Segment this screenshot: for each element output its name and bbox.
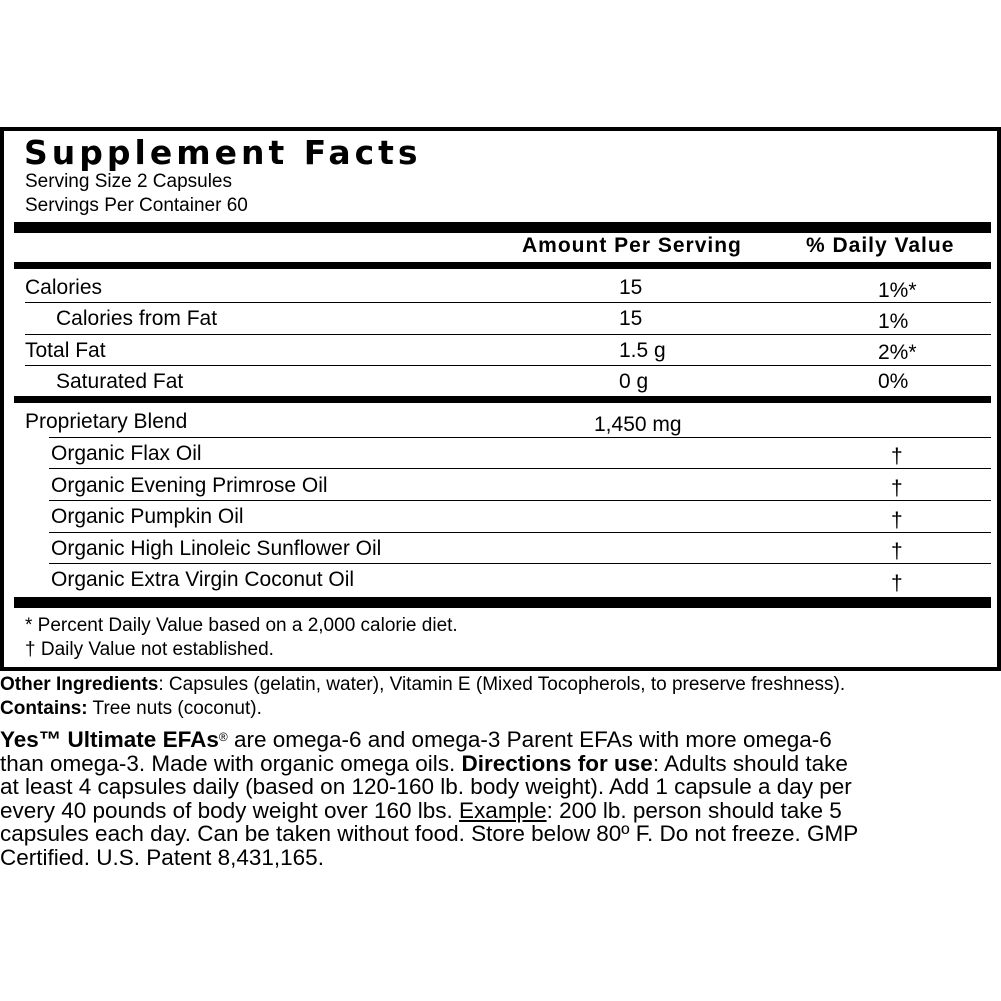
blend-item-name: Organic Evening Primrose Oil: [51, 474, 328, 497]
directions-label: Directions for use: [461, 750, 653, 776]
row-dv-saturated-fat: 0%: [878, 370, 909, 393]
row-amount-saturated-fat: 0 g: [619, 370, 649, 393]
blend-amount: 1,450 mg: [594, 413, 682, 436]
description-text: every 40 pounds of body weight over 160 lbs.: [0, 797, 460, 823]
row-name-total-fat: Total Fat: [25, 339, 106, 362]
description-line: Certified. U.S. Patent 8,431,165.: [0, 844, 324, 870]
blend-item-dv: †: [891, 509, 903, 532]
row-divider: [25, 365, 991, 366]
description-line: [0, 799, 990, 823]
blend-item-name: Organic Pumpkin Oil: [51, 505, 244, 528]
panel-title: Supplement Facts: [24, 133, 422, 172]
description-line: capsules each day. Can be taken without food. Store below 80º F. Do not freeze. GMP: [0, 821, 859, 846]
row-amount-calories-from-fat: 15: [619, 307, 643, 330]
row-divider: [49, 437, 991, 438]
servings-per-container: Servings Per Container 60: [25, 195, 248, 216]
row-divider: [49, 563, 991, 564]
column-header-amount: Amount Per Serving: [522, 234, 742, 257]
row-name-saturated-fat: Saturated Fat: [56, 370, 184, 393]
description-line: [0, 728, 990, 752]
footnote-percent-dv: * Percent Daily Value based on a 2,000 calorie diet.: [25, 615, 458, 636]
medium-divider: [14, 262, 991, 269]
row-divider: [49, 532, 991, 533]
thick-divider-bottom: [14, 597, 991, 608]
row-divider: [49, 500, 991, 501]
thick-divider-top: [14, 222, 991, 233]
description-line: at least 4 capsules daily (based on 120-160 lb. body weight). Add 1 capsule a day per: [0, 774, 852, 799]
description-line: [0, 752, 990, 776]
contains-line: [0, 698, 262, 720]
serving-size: Serving Size 2 Capsules: [25, 171, 232, 192]
other-ingredients: [0, 674, 845, 696]
description-text: are omega-6 and omega-3 Parent EFAs with more omega-6: [227, 727, 832, 752]
row-dv-total-fat: 2%*: [878, 341, 917, 364]
description-text: than omega-3. Made with organic omega oils.: [0, 750, 462, 776]
description-text: : 200 lb. person should take 5: [546, 797, 842, 823]
brand-name: Yes™ Ultimate EFAs: [0, 727, 219, 752]
registered-mark: ®: [218, 730, 228, 744]
footnote-dv-not-established: † Daily Value not established.: [25, 639, 274, 660]
contains-label: Contains:: [0, 698, 88, 719]
row-amount-calories: 15: [619, 276, 643, 299]
blend-name: Proprietary Blend: [25, 410, 188, 433]
supplement-facts-panel: [0, 127, 1001, 671]
blend-item-name: Organic High Linoleic Sunflower Oil: [51, 537, 382, 560]
contains-text: Tree nuts (coconut).: [87, 698, 262, 719]
medium-divider: [14, 396, 991, 403]
other-ingredients-text: : Capsules (gelatin, water), Vitamin E (Mixed Tocopherols, to preserve freshness).: [158, 674, 846, 695]
row-divider: [49, 468, 991, 469]
row-dv-calories-from-fat: 1%: [878, 310, 909, 333]
column-header-daily-value: % Daily Value: [806, 234, 955, 257]
blend-item-name: Organic Extra Virgin Coconut Oil: [51, 568, 355, 591]
row-name-calories: Calories: [25, 276, 103, 299]
row-amount-total-fat: 1.5 g: [619, 339, 666, 362]
blend-item-dv: †: [891, 540, 903, 563]
blend-item-dv: †: [891, 445, 903, 468]
product-description: [0, 728, 990, 869]
row-dv-calories: 1%*: [878, 279, 917, 302]
row-divider: [25, 334, 991, 335]
description-text: : Adults should take: [652, 750, 848, 776]
other-ingredients-label: Other Ingredients: [0, 674, 159, 695]
row-divider: [25, 302, 991, 303]
row-name-calories-from-fat: Calories from Fat: [56, 307, 218, 330]
blend-item-dv: †: [891, 572, 903, 595]
blend-item-dv: †: [891, 477, 903, 500]
blend-item-name: Organic Flax Oil: [51, 442, 202, 465]
example-label: Example: [459, 797, 547, 823]
